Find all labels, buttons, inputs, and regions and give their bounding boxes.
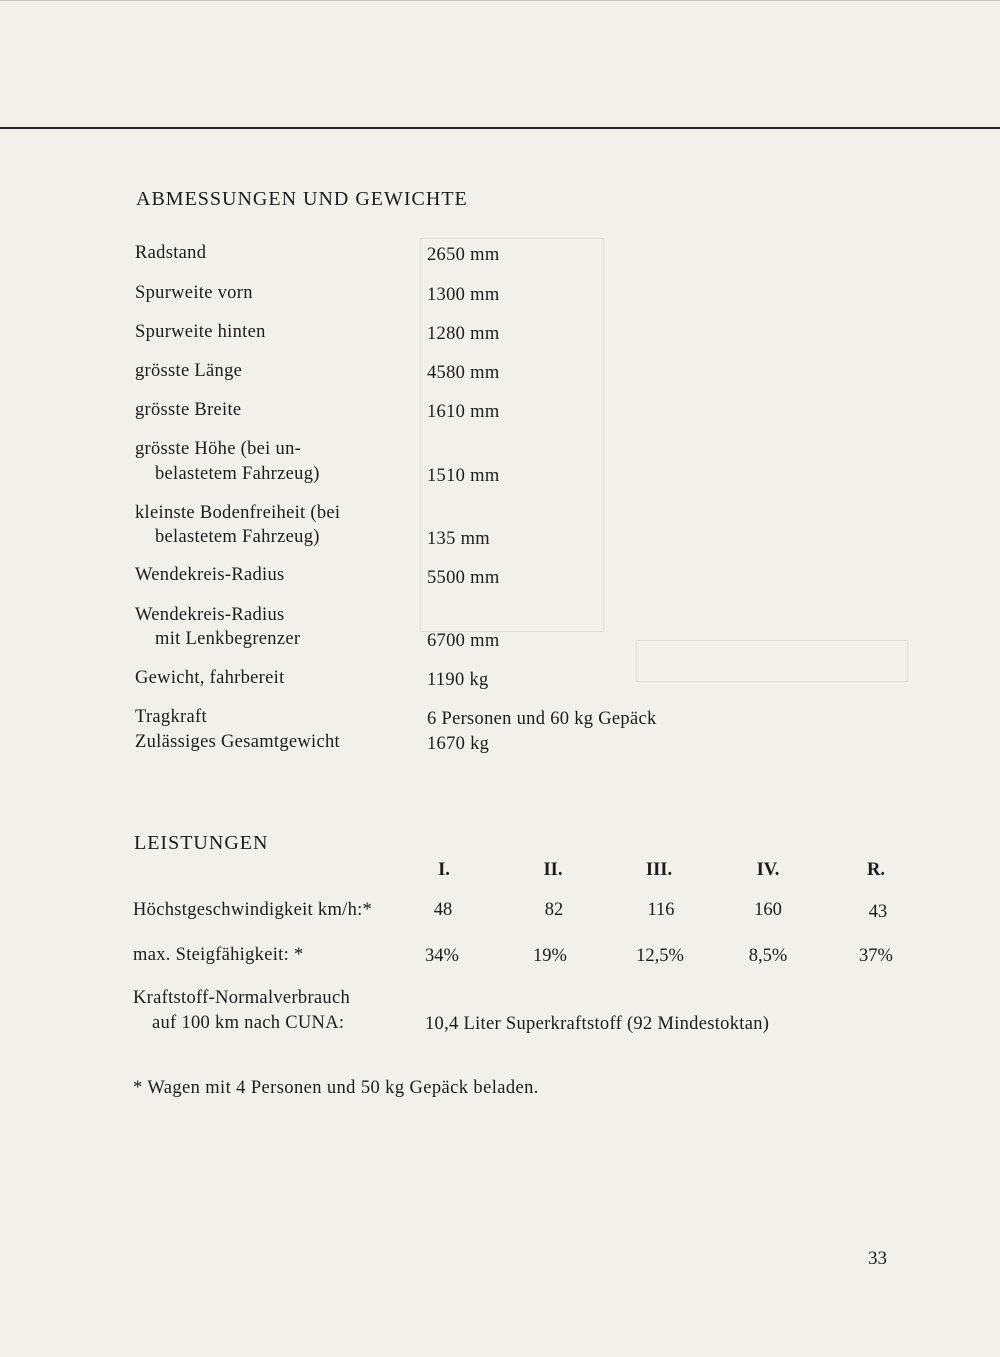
dimension-value: 2650 mm (427, 245, 500, 265)
page-number: 33 (868, 1248, 887, 1269)
dimension-value: 6700 mm (427, 631, 500, 651)
dimension-value: 6 Personen und 60 kg Gepäck (427, 709, 657, 729)
top-speed-value: 160 (754, 900, 782, 920)
top-speed-value: 43 (868, 902, 888, 922)
dimension-value: 5500 mm (427, 568, 500, 588)
fuel-value: 10,4 Liter Superkraftstoff (92 Mindestoktan) (425, 1014, 770, 1034)
gear-header: IV. (756, 860, 780, 880)
dimension-label: Tragkraft (135, 707, 207, 727)
dimension-label: kleinste Bodenfreiheit (bei (135, 503, 341, 523)
dimension-label: Wendekreis-Radius (135, 605, 285, 625)
bleed-through-box (636, 640, 908, 682)
dimension-label: Gewicht, fahrbereit (135, 668, 285, 688)
dimension-value: 1670 kg (427, 734, 490, 754)
gradient-value: 37% (859, 946, 893, 966)
gradient-value: 8,5% (748, 946, 788, 966)
header-rule (0, 127, 1000, 129)
gear-header: I. (438, 860, 450, 880)
dimension-value: 1610 mm (427, 402, 500, 422)
gear-header: II. (543, 860, 563, 880)
dimension-label: Spurweite vorn (135, 283, 253, 303)
dimension-label: grösste Breite (135, 400, 242, 420)
dimension-value: 1190 kg (427, 670, 489, 690)
gradient-value: 34% (425, 946, 459, 966)
dimension-label-continued: belastetem Fahrzeug) (155, 464, 320, 484)
fuel-label: Kraftstoff-Normalverbrauch (133, 988, 351, 1008)
section-heading-dimensions: ABMESSUNGEN UND GEWICHTE (136, 188, 468, 210)
fuel-label-continued: auf 100 km nach CUNA: (152, 1013, 345, 1033)
dimension-value: 135 mm (427, 529, 490, 549)
gear-header: III. (645, 860, 673, 880)
gradient-value: 19% (533, 946, 567, 966)
dimension-label: grösste Höhe (bei un- (135, 439, 302, 459)
dimension-value: 1510 mm (427, 466, 500, 486)
top-speed-value: 116 (647, 900, 675, 920)
top-edge (0, 0, 1000, 1)
top-speed-label: Höchstgeschwindigkeit km/h:* (133, 900, 373, 920)
gear-header: R. (867, 860, 885, 880)
gradient-label: max. Steigfähigkeit: * (133, 945, 304, 965)
dimension-label: Radstand (135, 243, 207, 263)
dimension-label-continued: belastetem Fahrzeug) (155, 527, 320, 547)
dimension-value: 4580 mm (427, 363, 500, 383)
footnote: * Wagen mit 4 Personen und 50 kg Gepäck beladen. (133, 1078, 539, 1098)
dimension-label: grösste Länge (135, 361, 243, 381)
dimension-label-continued: mit Lenkbegrenzer (155, 629, 301, 649)
top-speed-value: 82 (544, 900, 564, 920)
dimension-value: 1300 mm (427, 285, 500, 305)
dimension-label: Zulässiges Gesamtgewicht (135, 732, 340, 752)
dimension-label: Spurweite hinten (135, 322, 266, 342)
section-heading-performance: LEISTUNGEN (134, 832, 269, 854)
gradient-value: 12,5% (636, 946, 684, 966)
dimension-label: Wendekreis-Radius (135, 565, 285, 585)
dimension-value: 1280 mm (427, 324, 500, 344)
top-speed-value: 48 (433, 900, 453, 920)
